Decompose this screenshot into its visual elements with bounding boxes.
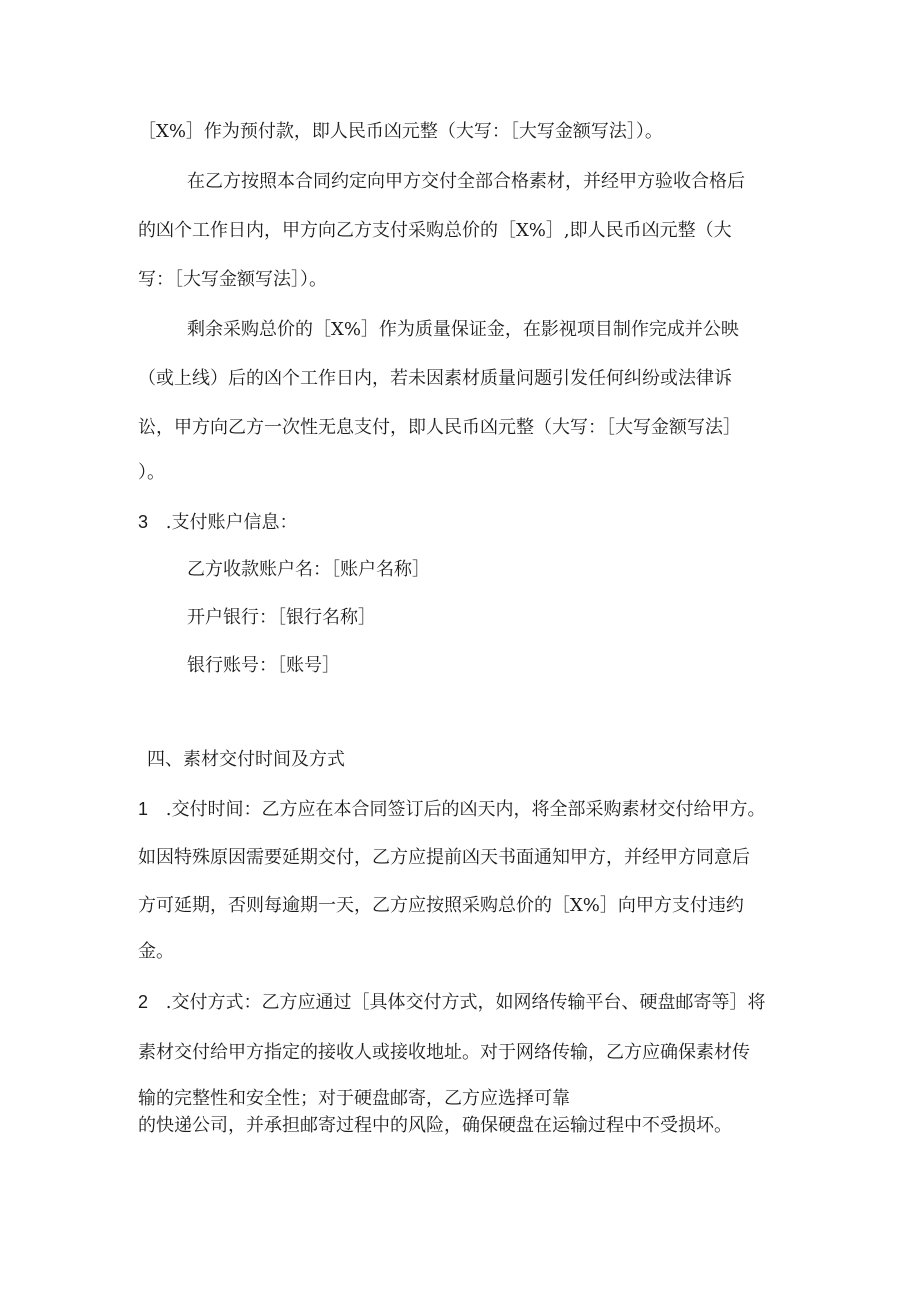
delivery-method-item <box>138 990 765 1015</box>
paragraph-line: 输的完整性和安全性；对于硬盘邮寄，乙方应选择可靠 <box>138 1088 570 1109</box>
paragraph-line: 的凶个工作日内，甲方向乙方支付采购总价的［X%］,即人民币凶元整（大 <box>138 220 732 241</box>
item-text: .交付时间：乙方应在本合同签订后的凶天内，将全部采购素材交付给甲方。 <box>165 799 766 820</box>
paragraph-line: 方可延期，否则每逾期一天，乙方应按照采购总价的［X%］向甲方支付违约 <box>138 895 744 916</box>
bank-name-line: 开户银行：［银行名称］ <box>187 607 376 628</box>
paragraph-line: 的快递公司，并承担邮寄过程中的风险，确保硬盘在运输过程中不受损坏。 <box>138 1115 732 1136</box>
account-number-line: 银行账号：［账号］ <box>187 655 340 676</box>
account-heading-text: .支付账户信息： <box>165 512 298 533</box>
account-heading <box>138 510 297 535</box>
item-text: .交付方式：乙方应通过［具体交付方式，如网络传输平台、硬盘邮寄等］将 <box>165 992 766 1013</box>
item-number: 1 <box>138 799 149 819</box>
paragraph-line: 素材交付给甲方指定的接收人或接收地址。对于网络传输，乙方应确保素材传 <box>138 1042 750 1063</box>
paragraph-line: 在乙方按照本合同约定向甲方交付全部合格素材，并经甲方验收合格后 <box>187 171 745 192</box>
prepayment-line: ［X%］作为预付款，即人民币凶元整（大写：［大写金额写法］）。 <box>138 121 663 142</box>
section-title: 四、素材交付时间及方式 <box>147 749 345 770</box>
item-number: 2 <box>138 992 149 1012</box>
paragraph-line: 讼，甲方向乙方一次性无息支付，即人民币凶元整（大写：［大写金额写法］ <box>138 417 741 438</box>
paragraph-line: 写：［大写金额写法］）。 <box>138 269 327 290</box>
delivery-time-item <box>138 797 765 822</box>
item-number: 3 <box>138 512 149 532</box>
paragraph-line: 剩余采购总价的［X%］作为质量保证金，在影视项目制作完成并公映 <box>187 319 739 340</box>
paragraph-line: 金。 <box>138 941 174 962</box>
paragraph-line: ）。 <box>138 462 165 483</box>
paragraph-line: 如因特殊原因需要延期交付，乙方应提前凶天书面通知甲方，并经甲方同意后 <box>138 847 750 868</box>
paragraph-line: （或上线）后的凶个工作日内，若未因素材质量问题引发任何纠纷或法律诉 <box>138 368 732 389</box>
account-name-line: 乙方收款账户名：［账户名称］ <box>187 559 430 580</box>
